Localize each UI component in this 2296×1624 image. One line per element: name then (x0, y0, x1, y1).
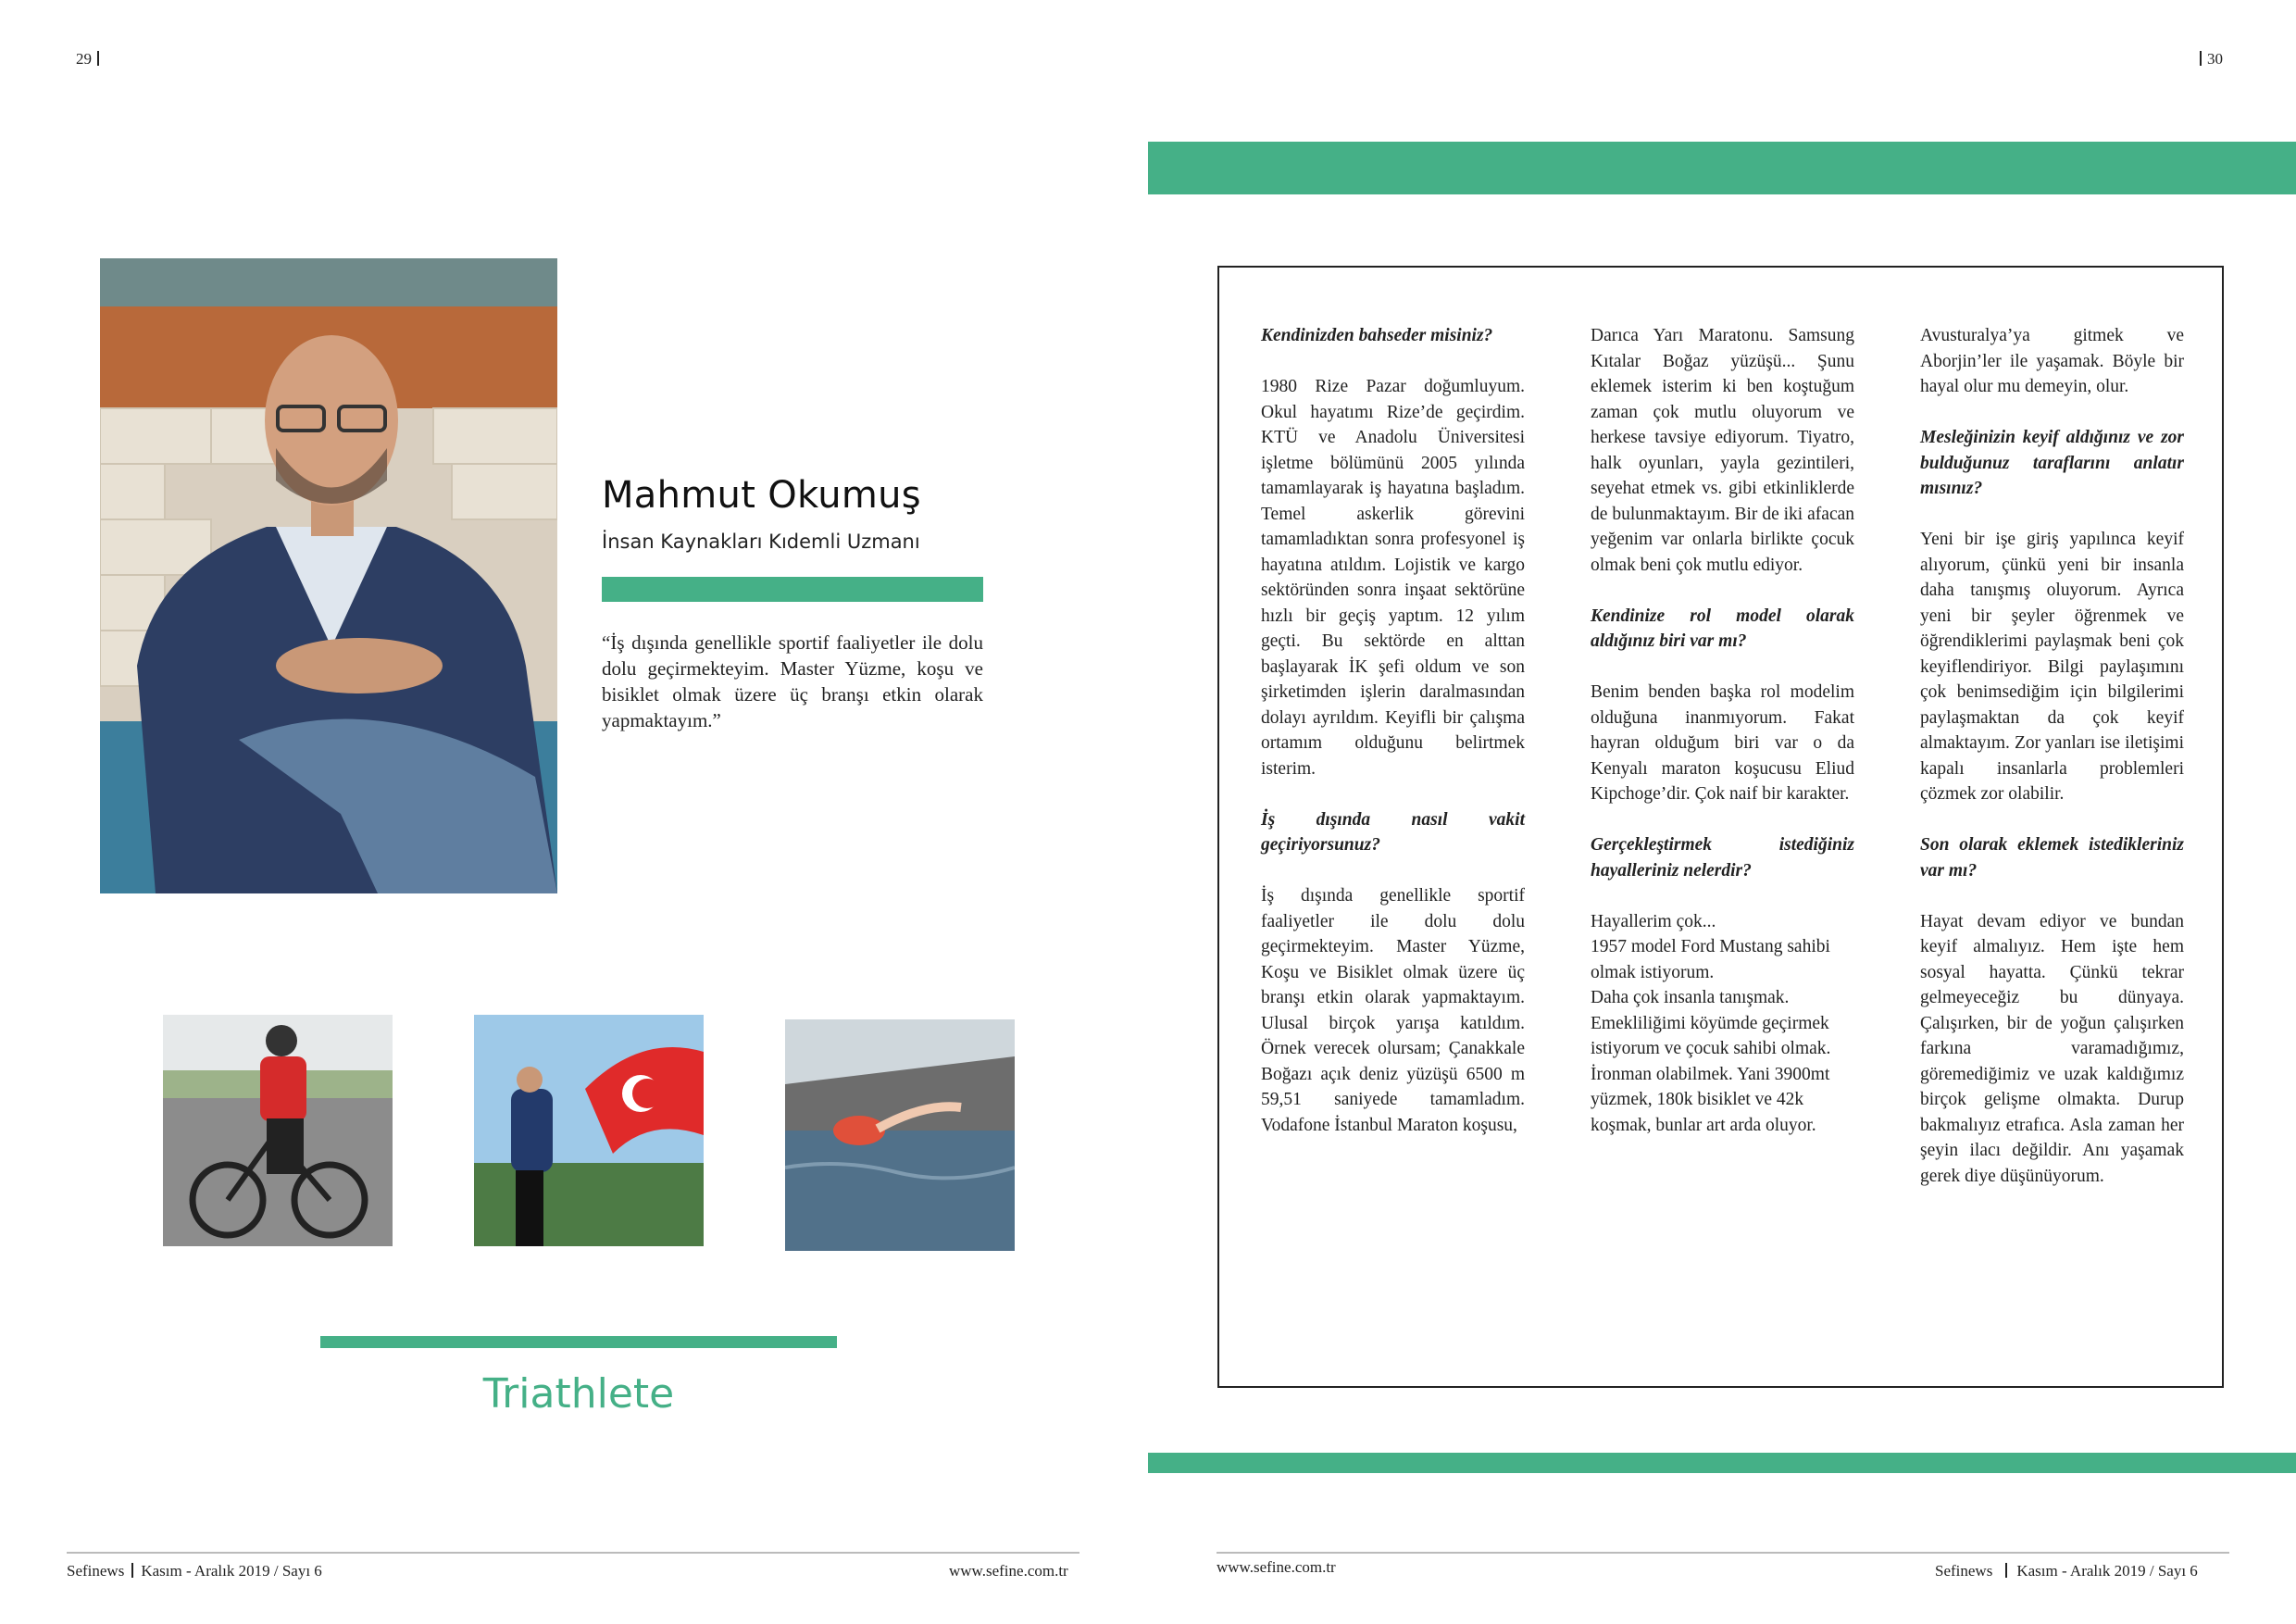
interview-answer: Avusturalya’ya gitmek ve Aborjin’ler ile yaşamak. Böyle bir hayal olur mu demeyin, olur. (1920, 326, 2184, 396)
interview-question: Mesleğinizin keyif aldığınız ve zor bulduğunuz taraflarını anlatır mısınız? (1920, 428, 2184, 498)
interview-column-1 (1261, 323, 1525, 1164)
answer-list (1591, 909, 1854, 1139)
answer-list-line: İronman olabilmek. Yani 3900mt yüzmek, 180k bisiklet ve 42k koşmak, bunlar art arda oluyor. (1591, 1064, 1830, 1135)
answer-list-line: Hayallerim çok... (1591, 911, 1716, 931)
footer-url-left[interactable]: www.sefine.com.tr (949, 1562, 1068, 1580)
answer-list-line: Emekliliğimi köyümde geçirmek istiyorum ve çocuk sahibi olmak. (1591, 1013, 1831, 1058)
interview-question: Son olarak eklemek istedikleriniz var mı? (1920, 835, 2184, 881)
interview-question: Kendinize rol model olarak aldığınız biri var mı? (1591, 606, 1854, 651)
footer-rule-right (1217, 1552, 2229, 1554)
answer-list-line: 1957 model Ford Mustang sahibi olmak istiyorum. (1591, 937, 1830, 982)
accent-bar-name (602, 577, 983, 602)
interview-answer: Darıca Yarı Maratonu. Samsung Kıtalar Boğaz yüzüşü... Şunu eklemek isterim ki ben koştuğum zaman çok mutlu oluyorum ve herkese tavsiye ediyorum. Tiyatro, halk oyunları, yayla gezintileri, seyehat etmek vs. gibi etkinliklerde de bulunmaktayım. Bir de iki afacan yeğenim var onlarla birlikte çocuk olmak beni çok mutlu ediyor. (1591, 326, 1854, 575)
interview-answer: 1980 Rize Pazar doğumluyum. Okul hayatımı Rize’de geçirdim. KTÜ ve Anadolu Üniversitesi işletme bölümünü 2005 yılında tamamlayarak iş hayatına başladım. Temel askerlik görevini tamamladıktan sonra profesyonel iş hayatına atıldım. Lojistik ve kargo sektöründen sonra inşaat sektörüne hızlı bir geçiş yaptım. 12 yılım geçti. Bu sektörde en alttan başlayarak İK şefi oldum ve son şirketimden işlerin daralmasından dolayı ayrıldım. Keyifli bir çalışma ortamım olduğunu belirtmek isterim. (1261, 377, 1525, 779)
answer-list-line: Daha çok insanla tanışmak. (1591, 988, 1790, 1007)
interview-question: Kendinizden bahseder misiniz? (1261, 326, 1493, 345)
interview-answer: İş dışında genellikle sportif faaliyetler ile dolu dolu geçirmekteyim. Master Yüzme, Koşu ve Bisiklet olmak üzere üç branşı etkin olarak yapmaktayım. Ulusal birçok yarışa katıldım. Örnek verecek olursam; Çanakkale Boğazı açık deniz yüzüşü 6500 m 59,51 saniyede tamamladım. Vodafone İstanbul Maraton koşusu, (1261, 886, 1525, 1135)
page-number-right: 30 (2194, 50, 2223, 69)
footer-magazine-left: Sefinews Kasım - Aralık 2019 / Sayı 6 (67, 1562, 322, 1580)
footer-magazine-right: Sefinews Kasım - Aralık 2019 / Sayı 6 (1935, 1562, 2198, 1580)
interview-box (1217, 266, 2224, 1388)
interview-column-2 (1591, 323, 1854, 1164)
accent-bar-triathlete (320, 1336, 837, 1348)
interview-answer: Yeni bir işe giriş yapılınca keyif alıyorum, çünkü yeni bir insanla daha tanışmış oluyorum. Ayrıca yeni bir şeyler öğrenmek ve öğrendiklerimi paylaşmak beni çok keyiflendiriyor. Bilgi paylaşımını çok benimsediğim için bilgilerimi paylaşmaktan da çok keyif almaktayım. Zor yanları ise iletişimi kapalı insanlarla problemleri çözmek zor olabilir. (1920, 530, 2184, 804)
header-green-band (1148, 142, 2296, 194)
footer-url-right[interactable]: www.sefine.com.tr (1217, 1558, 1336, 1576)
section-label: Triathlete (482, 1370, 675, 1418)
cycling-photo (163, 1015, 393, 1246)
person-title: İnsan Kaynakları Kıdemli Uzmanı (602, 531, 920, 553)
interview-column-3 (1920, 323, 2184, 1215)
pull-quote: “İş dışında genellikle sportif faaliyetler ile dolu dolu geçirmekteyim. Master Yüzme, koşu ve bisiklet olmak üzere üç branşı etkin olarak yapmaktayım.” (602, 631, 983, 731)
interview-answer: Benim benden başka rol modelim olduğuna inanmıyorum. Fakat hayran olduğum biri var o da Kenyalı maraton koşucusu Eliud Kipchoge’dir. Çok naif bir karakter. (1591, 682, 1854, 804)
portrait-photo (100, 258, 557, 893)
person-name: Mahmut Okumuş (602, 474, 921, 517)
footer-green-band (1148, 1453, 2296, 1473)
flag-photo (474, 1015, 704, 1246)
interview-question: Gerçekleştirmek istediğiniz hayalleriniz nelerdir? (1591, 835, 1854, 881)
page-number-left: 29 (76, 50, 105, 69)
footer-rule-left (67, 1552, 1079, 1554)
swimming-photo (785, 1019, 1015, 1251)
interview-answer: Hayat devam ediyor ve bundan keyif almalıyız. Hem işte hem sosyal hayatta. Çünkü tekrar gelmeyeceğiz bu dünyaya. Çalışırken, bir de yoğun çalışırken farkına varamadığımız, göremediğimiz ve uzak kaldığımız birçok gelişme olmakta. Durup bakmalıyız etrafıca. Asla zaman her şeyin ilacı değildir. Anı yaşamak gerek diye düşünüyorum. (1920, 911, 2184, 1186)
interview-question: İş dışında nasıl vakit geçiriyorsunuz? (1261, 809, 1525, 855)
